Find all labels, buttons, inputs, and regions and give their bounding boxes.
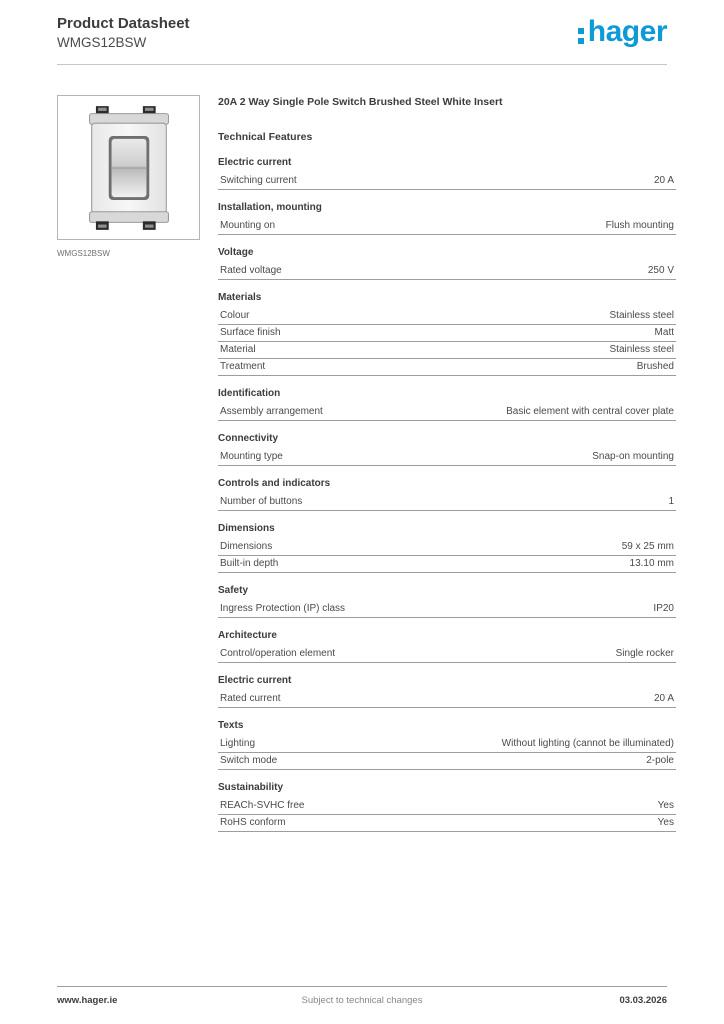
document-title: Product Datasheet	[57, 15, 190, 32]
spec-label: RoHS conform	[220, 817, 286, 828]
spec-label: Material	[220, 344, 256, 355]
spec-section	[218, 474, 676, 511]
spec-label: Mounting type	[220, 451, 283, 462]
product-reference: WMGS12BSW	[57, 35, 147, 50]
footer-website-link[interactable]: www.hager.ie	[57, 995, 118, 1006]
technical-features-heading: Technical Features	[218, 131, 313, 143]
spec-row	[218, 691, 676, 708]
logo-colon-icon	[578, 28, 584, 44]
spec-section	[218, 198, 676, 235]
spec-row	[218, 218, 676, 235]
spec-row	[218, 173, 676, 190]
footer-note: Subject to technical changes	[301, 995, 423, 1006]
spec-label: Lighting	[220, 738, 256, 749]
logo-wordmark: hager	[587, 15, 667, 48]
spec-section	[218, 626, 676, 663]
spec-value: Stainless steel	[609, 344, 674, 355]
product-image-frame	[57, 95, 200, 240]
spec-label: Assembly arrangement	[220, 406, 323, 417]
spec-value: Basic element with central cover plate	[506, 406, 674, 417]
spec-section	[218, 716, 676, 770]
header-titles	[57, 15, 190, 50]
spec-value: Stainless steel	[609, 310, 674, 321]
spec-section	[218, 671, 676, 708]
spec-section	[218, 778, 676, 832]
spec-label: REACh-SVHC free	[220, 800, 305, 811]
spec-section-heading: Electric current	[218, 675, 292, 686]
spec-sections	[218, 153, 676, 832]
spec-value: IP20	[653, 603, 674, 614]
spec-section	[218, 581, 676, 618]
spec-label: Treatment	[220, 361, 266, 372]
spec-value: Single rocker	[615, 648, 674, 659]
spec-row	[218, 646, 676, 663]
spec-value: Matt	[654, 327, 674, 338]
spec-row	[218, 325, 676, 342]
spec-section-heading: Architecture	[218, 630, 277, 641]
page-header	[57, 0, 667, 65]
spec-value: 250 V	[647, 265, 674, 276]
spec-section-heading: Voltage	[218, 247, 254, 258]
spec-label: Control/operation element	[220, 648, 336, 659]
spec-section	[218, 384, 676, 421]
spec-value: 20 A	[653, 693, 674, 704]
spec-label: Colour	[220, 310, 250, 321]
spec-row	[218, 736, 676, 753]
hager-logo	[578, 17, 667, 47]
spec-value: 20 A	[653, 175, 674, 186]
spec-row	[218, 342, 676, 359]
spec-section-heading: Safety	[218, 585, 249, 596]
spec-row	[218, 494, 676, 511]
spec-row	[218, 556, 676, 573]
spec-row	[218, 404, 676, 421]
spec-value: Without lighting (cannot be illuminated)	[501, 738, 674, 749]
spec-row	[218, 815, 676, 832]
spec-section	[218, 243, 676, 280]
spec-label: Switch mode	[220, 755, 278, 766]
spec-value: Snap-on mounting	[592, 451, 674, 462]
spec-label: Rated voltage	[220, 265, 282, 276]
spec-row	[218, 601, 676, 618]
spec-value: Flush mounting	[605, 220, 674, 231]
page-footer	[57, 986, 667, 1006]
spec-value: 13.10 mm	[629, 558, 674, 569]
spec-section-heading: Materials	[218, 292, 262, 303]
spec-section	[218, 519, 676, 573]
spec-section	[218, 153, 676, 190]
spec-row	[218, 263, 676, 280]
spec-section-heading: Dimensions	[218, 523, 275, 534]
spec-row	[218, 539, 676, 556]
spec-label: Ingress Protection (IP) class	[220, 603, 346, 614]
spec-row	[218, 308, 676, 325]
product-image-caption: WMGS12BSW	[57, 249, 110, 258]
footer-date: 03.03.2026	[619, 995, 667, 1006]
spec-section-heading: Installation, mounting	[218, 202, 322, 213]
spec-row	[218, 449, 676, 466]
spec-value: Yes	[657, 800, 674, 811]
spec-section-heading: Controls and indicators	[218, 478, 331, 489]
spec-section	[218, 288, 676, 376]
spec-section	[218, 429, 676, 466]
spec-row	[218, 359, 676, 376]
spec-section-heading: Texts	[218, 720, 244, 731]
spec-row	[218, 798, 676, 815]
switch-product-image	[81, 104, 177, 232]
spec-value: 1	[668, 496, 674, 507]
spec-label: Mounting on	[220, 220, 276, 231]
spec-label: Dimensions	[220, 541, 273, 552]
spec-section-heading: Connectivity	[218, 433, 279, 444]
spec-column	[218, 95, 676, 840]
spec-value: Yes	[657, 817, 674, 828]
spec-section-heading: Electric current	[218, 157, 292, 168]
spec-value: 2-pole	[646, 755, 674, 766]
spec-value: Brushed	[636, 361, 674, 372]
spec-row	[218, 753, 676, 770]
spec-label: Surface finish	[220, 327, 281, 338]
spec-section-heading: Identification	[218, 388, 281, 399]
spec-label: Rated current	[220, 693, 281, 704]
product-title: 20A 2 Way Single Pole Switch Brushed Steel White Insert	[218, 96, 503, 108]
product-image-column	[57, 95, 200, 840]
spec-label: Built-in depth	[220, 558, 279, 569]
spec-label: Switching current	[220, 175, 297, 186]
spec-label: Number of buttons	[220, 496, 303, 507]
spec-section-heading: Sustainability	[218, 782, 284, 793]
main-content	[57, 95, 676, 840]
spec-value: 59 x 25 mm	[621, 541, 674, 552]
